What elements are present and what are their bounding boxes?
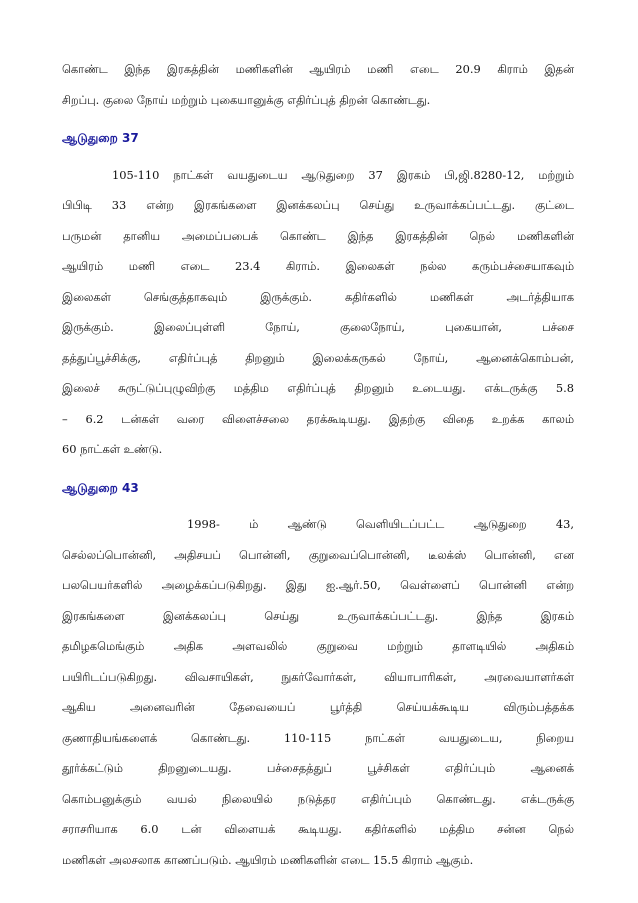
paragraph-line: பிபிடி 33 என்ற இரகங்களை இனக்கலப்பு செய்து உருவாக்கப்பட்டது. குட்டை (62, 198, 574, 212)
paragraph-line: – 6.2 டன்கள் வரை விளைச்சலை தரக்கூடியது. இதற்கு விதை உறக்க காலம் (62, 411, 574, 426)
paragraph-line: பலபெயர்களில் அழைக்கப்படுகிறது. இது ஐ.ஆர்.50, வெள்ளைப் பொன்னி என்ற (62, 578, 574, 592)
paragraph-line: ஆயிரம் மணி எடை 23.4 கிராம். இலைகள் நல்ல கரும்பச்சையாகவும் (62, 259, 574, 273)
paragraph-line: சிறப்பு. குலை நோய் மற்றும் புகையானுக்கு எதிர்ப்புத் திறன் கொண்டது. (62, 92, 431, 107)
paragraph-line: செல்லப்பொன்னி, அதிசயப் பொன்னி, குறுவைப்பொன்னி, டீலக்ஸ் பொன்னி, என (62, 547, 574, 562)
paragraph-line: இலைச் சுருட்டுப்புழுவிற்கு மத்திம எதிர்ப்புத் திறனும் உடையது. எக்டருக்கு 5.8 (62, 381, 574, 395)
paragraph-line: இலைகள் செங்குத்தாகவும் இருக்கும். கதிர்களில் மணிகள் அடர்த்தியாக (62, 289, 574, 304)
intro-paragraph (62, 54, 574, 115)
paragraph-line: தமிழகமெங்கும் அதிக அளவலில் குறுவை மற்றும் தாளடியில் அதிகம் (62, 639, 574, 653)
paragraph-line: இரகங்களை இனக்கலப்பு செய்து உருவாக்கப்பட்டது. இந்த இரகம் (62, 608, 574, 623)
paragraph-line: 1998- ம் ஆண்டு வெளியிடப்பட்ட ஆடுதுறை 43, (187, 517, 574, 531)
paragraph-line: கொம்பனுக்கும் வயல் நிலையில் நடுத்தர எதிர்ப்பும் கொண்டது. எக்டருக்கு (62, 791, 574, 806)
paragraph-line: 105-110 நாட்கள் வயதுடைய ஆடுதுறை 37 இரகம் பி,ஜி.8280-12, மற்றும் (112, 167, 574, 182)
paragraph-line: சராசரியாக 6.0 டன் விளையக் கூடியது. கதிர்களில் மத்திம சன்ன நெல் (62, 822, 574, 836)
adt43-paragraph (62, 509, 574, 875)
paragraph-line: கொண்ட இந்த இரகத்தின் மணிகளின் ஆயிரம் மணி எடை 20.9 கிராம் இதன் (62, 62, 574, 76)
paragraph-line: குணாதியங்களைக் கொண்டது. 110-115 நாட்கள் வயதுடைய, நிறைய (62, 730, 574, 745)
paragraph-line: பருமன் தானிய அமைப்பபைக் கொண்ட இந்த இரகத்தின் நெல் மணிகளின் (62, 228, 574, 243)
paragraph-line: ஆகிய அனைவரின் தேவையைப் பூர்த்தி செய்யக்கூடிய விரும்பத்தக்க (62, 700, 574, 714)
paragraph-line: தத்துப்பூச்சிக்கு, எதிர்ப்புத் திறனும் இலைக்கருகல் நோய், ஆனைக்கொம்பன், (62, 350, 574, 365)
paragraph-line: பயிரிடப்படுகிறது. விவசாயிகள், நுகர்வோர்கள், வியாபாரிகள், அரவையாளர்கள் (62, 669, 574, 684)
paragraph-line: மணிகள் அலசலாக காணப்படும். ஆயிரம் மணிகளின் எடை 15.5 கிராம் ஆகும். (62, 852, 474, 867)
paragraph-line: 60 நாட்கள் உண்டு. (62, 442, 163, 456)
section-heading-adt37: ஆடுதுறை 37 (62, 131, 139, 145)
paragraph-line: தூர்க்கட்டும் திறனுடையது. பச்சைதத்துப் பூச்சிகள் எதிர்ப்பும் ஆனைக் (62, 761, 574, 775)
paragraph-line: இருக்கும். இலைப்புள்ளி நோய், குலைநோய், புகையான், பச்சை (62, 320, 574, 334)
section-heading-adt43: ஆடுதுறை 43 (62, 480, 139, 495)
adt37-paragraph (62, 160, 574, 465)
document-page (62, 54, 574, 875)
